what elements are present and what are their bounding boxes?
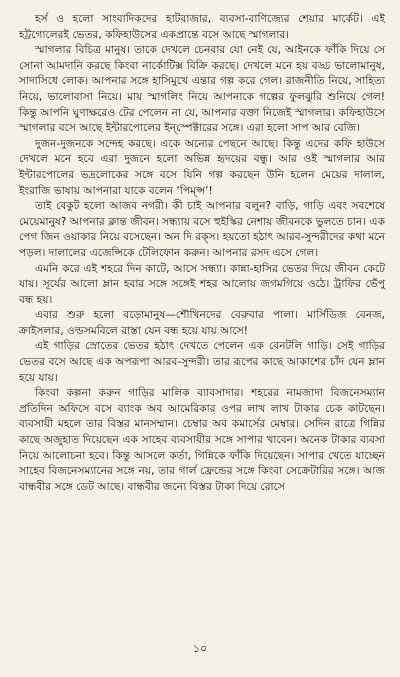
paragraph-3: দুজন-দুজনকে সন্দেহ করছে। একে অন্যের পেছনে আছে। কিন্তু এদের কফি হাউসে দেখলে মনে হবে এরা দুজনে হলো অভিন্ন হৃদয়ের বন্ধু। আর ওই স্মাগলার আর ইন্টারপোলের ভদ্রলোকের সঙ্গে বসে যিনি গল্প করছেন উনি হলেন মেয়ের দালাল, ইংরাজি ভাষায় আপনারা যাকে বলেন ‘পিম্‌প্স’! bbox=[19, 137, 385, 197]
paragraph-8: কিংবা কল্পনা করুন গাড়ির মালিক ব্যাবসাদার। শহরের নামজাদা বিজনেসম্যান প্রতিদিন অফিসে বসে ব্যাংক অব আমেরিকার ওপর লাখ লাখ টাকার চেক কাটছেন। ব্যবসায়ী মহলে তার বিস্তর মানসম্মান। চেম্বার অব কমার্সের মেম্বার। সেদিন রাত্রে গিন্নির কাছে অজুহাত দিয়েছেন এক সাহেব ব্যবসায়ীর সঙ্গে সাপার খাবেন। অনেক টাকার ব্যবসা নিয়ে আলোচনা হবে। কিন্তু আসলে কর্তা, গিন্নিকে ফাঁকি দিয়েছেন। সাপার খেতে যাচ্ছেন সাহেব বিজনেসম্যানের সঙ্গে নয়, তার গার্ল ফ্রেন্ডের সঙ্গে কিংবা সেক্রেটারির সঙ্গে। আজ বান্ধবীর সঙ্গে ডেট আছে। বান্ধবীর জন্যে বিস্তর টাকা দিয়ে রোসে bbox=[19, 387, 385, 493]
paragraph-5: এমনি করে এই শহরে দিন কাটে, আসে সন্ধ্যা। কান্না-হাসির ভেতর দিয়ে জীবন কেটে যায়। সূর্যের আলো ম্লান হবার সঙ্গে সঙ্গেই শহর আলোয় জগমগিয়ে ওঠে। ট্রাফির ভেঁপু বন্ধ হয়। bbox=[19, 262, 385, 306]
paragraph-6: এবার শুরু হলো বড়োমানুষ—শৌখিনদের বেরুবার পালা। মার্সিডিজ বেনজ, ক্রাইসলার, ওল্ডসমবিলে রাস্তা যেন বন্ধ হয়ে যায় আসে! bbox=[19, 309, 385, 337]
page-number: ১০ bbox=[192, 642, 208, 655]
paragraph-7: এই গাড়ির স্রোতের ভেতর হঠাৎ দেখতে পেলেন এক বেনটলি গাড়ি। সেই গাড়ির ভেতর বসে আছে এক অপরূপা আরব-সুন্দরী। তার রূপের কাছে আকাশের চাঁদ যেন ম্লান হয়ে যায়। bbox=[19, 340, 385, 384]
paragraph-2: স্মাগলার বিচিত্র মানুষ। তাকে দেখলে চেনবার যো নেই যে, আইনকে ফাঁকি দিয়ে সে সোনা আমদানি করছে কিংবা নার্কোটিক্স বিক্রি করছে। দেখলে মনে হয় বড্ড ভালোমানুষ, সাদাসিধে লোক। আপনার সঙ্গে হাসিমুখে এন্তার গল্প করে গেল। রাজনীতি নিয়ে, সাহিত্য নিয়ে, ভালোবাসা নিয়ে। মায় স্মাগলিং নিয়ে আপনাকে গল্পের ফুলঝুরি শুনিয়ে গেল! কিন্তু আপনি ঘুণাক্ষরেও টের পেলেন না যে, আপনার বক্তা নিজেই স্মাগলার। কফিহাউসে স্মাগলার বসে আছে ইন্টারপোলের ইন্‌স্পেক্টারের সঙ্গে। এরা হলো সাপ আর বেজি। bbox=[19, 44, 385, 135]
body-text bbox=[19, 12, 385, 495]
paragraph-1: হর্স ও হলো সাংবাদিকদের হাটবাজার, ব্যবসা-বাণিজ্যের শেয়ার মার্কেট। এই হট্টগোলেরই ভেতর, কফিহাউসের একপ্রান্তে বসে আছে স্মাগলার। bbox=[19, 13, 385, 41]
paragraph-4: তাই বেকুট হলো আজব নগরী। কী চাই আপনার বলুন? বাড়ি, গাড়ি এবং সবশেষে মেয়েমানুষ? আপনার ক্লান্ত জীবন। সন্ধ্যায় বসে হুইস্কির নেশায় জীবনকে ভুলতে চান। এক পেগ জিন ওয়াকার নিয়ে বসেছেন। অন দি রক্‌স। হয়তো হঠাৎ আরব-সুন্দরীদের কথা মনে পড়ল। দালালের এজেন্সিকে টেলিফোন করুন। আপনার রসদ এসে গেল। bbox=[19, 200, 385, 259]
